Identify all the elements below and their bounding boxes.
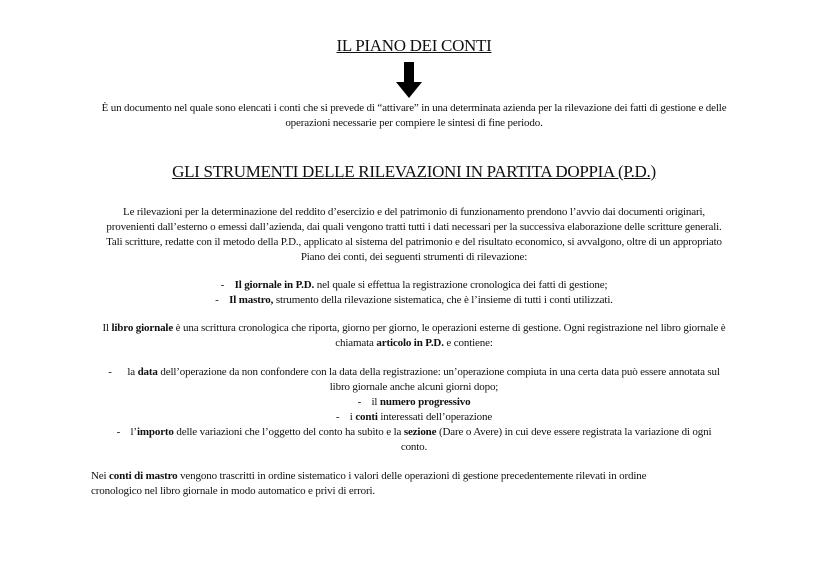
tool-item-mastro: - Il mastro, strumento della rilevazione sistematica, che è l’insieme di tutti i conti utilizzati. [215, 294, 613, 306]
intro-line: Tali scritture, redatte con il metodo della P.D., applicato al sistema del patrimonio e del risultato economico, si avvalgono, oltre di un appropriato [106, 236, 722, 248]
intro-line: Le rilevazioni per la determinazione del reddito d’esercizio e del patrimonio di funzionamento prendono l’avvio dai documenti originari, [123, 206, 705, 218]
definition-line: operazioni necessarie per compiere le sintesi di fine periodo. [285, 117, 543, 129]
content-item-data: - la data dell’operazione da non confondere con la data della registrazione: un’operazione compiuta in una certa data può essere annotata sul [108, 366, 720, 378]
definition-line: È un documento nel quale sono elencati i conti che si prevede di “attivare” in una determinata azienda per la rilevazione dei fatti di gestione e delle [101, 102, 727, 114]
tool-item-giornale: - Il giornale in P.D. nel quale si effettua la registrazione cronologica dei fatti di gestione; [220, 279, 608, 291]
content-item-importo: - l’importo delle variazioni che l’oggetto del conto ha subìto e la sezione (Dare o Avere) in cui deve essere registrata la variazione di ogni [116, 426, 712, 438]
mastro-line: cronologico nel libro giornale in modo automatico e privi di errori. [91, 485, 375, 497]
page-title: IL PIANO DEI CONTI [336, 36, 492, 55]
arrow-down-icon [396, 62, 422, 98]
intro-line: provenienti dall’esterno o emessi dall’azienda, dai quali vengono tratti tutti i dati necessari per la successiva elaborazione delle scritture generali. [106, 221, 722, 233]
mastro-line: Nei conti di mastro vengono trascritti in ordine sistematico i valori delle operazioni di gestione precedentemente rilevati in ordine [91, 470, 647, 482]
content-item-importo-cont: conto. [400, 441, 428, 453]
content-item-numero: - il numero progressivo [357, 396, 471, 408]
libro-line: Il libro giornale è una scrittura cronologica che riporta, giorno per giorno, le operazioni esterne di gestione. Ogni registrazione nel libro giornale è [102, 322, 726, 334]
content-item-conti: - i conti interessati dell’operazione [335, 411, 493, 423]
content-item-data-cont: libro giornale anche alcuni giorni dopo; [329, 381, 499, 393]
section-heading: GLI STRUMENTI DELLE RILEVAZIONI IN PARTITA DOPPIA (P.D.) [172, 162, 656, 181]
intro-line: Piano dei conti, dei seguenti strumenti di rilevazione: [300, 251, 528, 263]
libro-line: chiamata articolo in P.D. e contiene: [335, 337, 493, 349]
